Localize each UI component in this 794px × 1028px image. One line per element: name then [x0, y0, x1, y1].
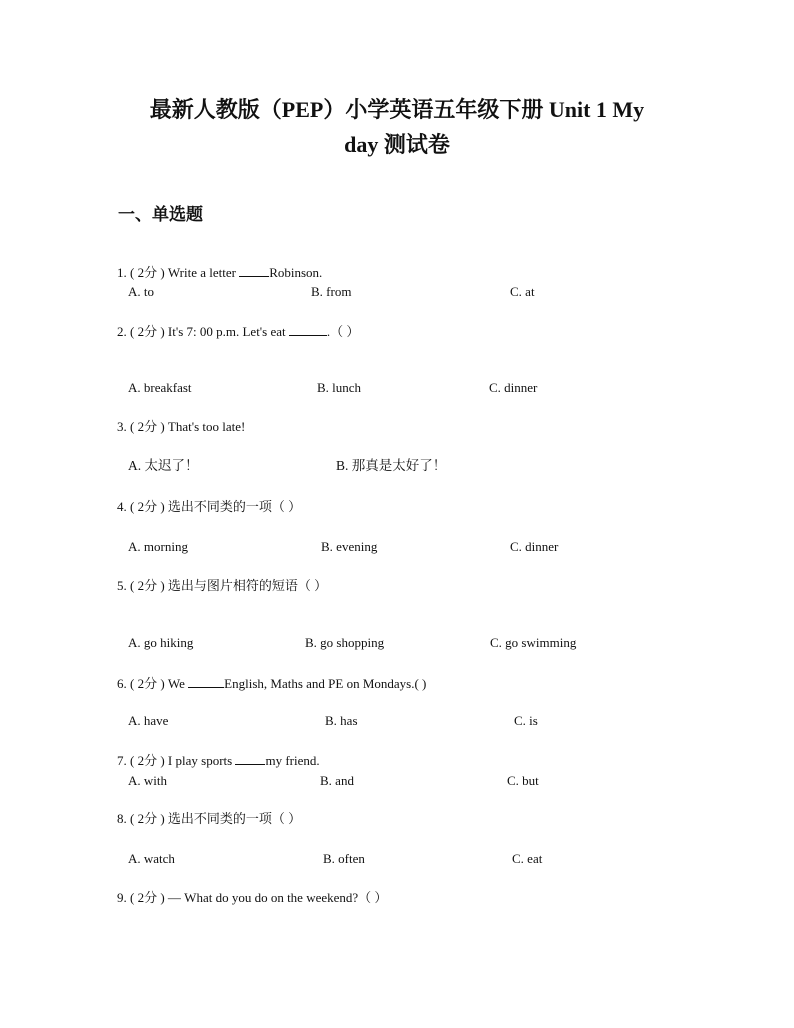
option-b: B. lunch	[317, 380, 362, 395]
option-b: B. go shopping	[305, 635, 385, 650]
answer-blank	[188, 675, 224, 688]
question-number: 6.	[117, 676, 127, 691]
question-text-after: my friend.	[265, 753, 320, 768]
option-c: C. at	[510, 284, 535, 299]
option-a: A. watch	[128, 851, 175, 866]
section-heading: 一、单选题	[118, 205, 203, 224]
option-a: A. have	[128, 713, 169, 728]
question-score: ( 2分 )	[130, 890, 165, 905]
option-a: A. with	[128, 773, 167, 788]
option-a: A. 太迟了！	[128, 458, 199, 473]
document-title-line-2: day 测试卷	[344, 132, 450, 157]
option-c: C. go swimming	[490, 635, 577, 650]
answer-blank	[239, 264, 269, 277]
question-text: 选出与图片相符的短语（ ）	[167, 578, 328, 593]
question-8	[117, 811, 301, 827]
question-text-after: Robinson.	[269, 265, 323, 280]
question-2	[117, 323, 359, 340]
option-c: C. dinner	[510, 539, 559, 554]
question-number: 4.	[117, 499, 127, 514]
option-c: C. is	[514, 713, 538, 728]
option-b: B. 那真是太好了！	[336, 458, 447, 473]
question-score: ( 2分 )	[130, 419, 165, 434]
question-6	[117, 675, 426, 692]
option-a: A. go hiking	[128, 635, 194, 650]
question-9	[117, 890, 387, 906]
question-5	[117, 578, 327, 594]
question-text: That's too late!	[167, 419, 246, 434]
question-text-before: It's 7: 00 p.m. Let's eat	[167, 324, 286, 339]
option-c: C. but	[507, 773, 539, 788]
answer-blank	[289, 323, 327, 336]
question-number: 3.	[117, 419, 127, 434]
option-b: B. from	[311, 284, 352, 299]
option-c: C. dinner	[489, 380, 538, 395]
question-7	[117, 752, 320, 769]
option-a: A. breakfast	[128, 380, 192, 395]
question-number: 5.	[117, 578, 127, 593]
question-number: 1.	[117, 265, 127, 280]
question-text-after: .（ ）	[326, 324, 360, 339]
question-number: 2.	[117, 324, 127, 339]
question-text: — What do you do on the weekend?（ ）	[167, 890, 388, 905]
question-number: 9.	[117, 890, 127, 905]
question-1	[117, 264, 322, 281]
option-a: A. to	[128, 284, 154, 299]
question-score: ( 2分 )	[130, 499, 165, 514]
question-score: ( 2分 )	[130, 265, 165, 280]
question-text-after: English, Maths and PE on Mondays.( )	[224, 676, 427, 691]
option-b: B. and	[320, 773, 354, 788]
question-4	[117, 499, 301, 515]
question-number: 8.	[117, 811, 127, 826]
option-b: B. often	[323, 851, 365, 866]
question-score: ( 2分 )	[130, 324, 165, 339]
answer-blank	[235, 752, 265, 765]
question-text: 选出不同类的一项（ ）	[167, 811, 302, 826]
option-b: B. evening	[321, 539, 378, 554]
question-score: ( 2分 )	[130, 753, 165, 768]
option-a: A. morning	[128, 539, 188, 554]
question-text-before: We	[167, 676, 185, 691]
question-number: 7.	[117, 753, 127, 768]
question-text: 选出不同类的一项（ ）	[167, 499, 302, 514]
question-3	[117, 419, 245, 435]
question-text-before: Write a letter	[167, 265, 236, 280]
option-b: B. has	[325, 713, 358, 728]
option-c: C. eat	[512, 851, 543, 866]
question-score: ( 2分 )	[130, 578, 165, 593]
question-text-before: I play sports	[167, 753, 233, 768]
question-score: ( 2分 )	[130, 676, 165, 691]
question-score: ( 2分 )	[130, 811, 165, 826]
document-title-line-1: 最新人教版（PEP）小学英语五年级下册 Unit 1 My	[149, 97, 645, 122]
